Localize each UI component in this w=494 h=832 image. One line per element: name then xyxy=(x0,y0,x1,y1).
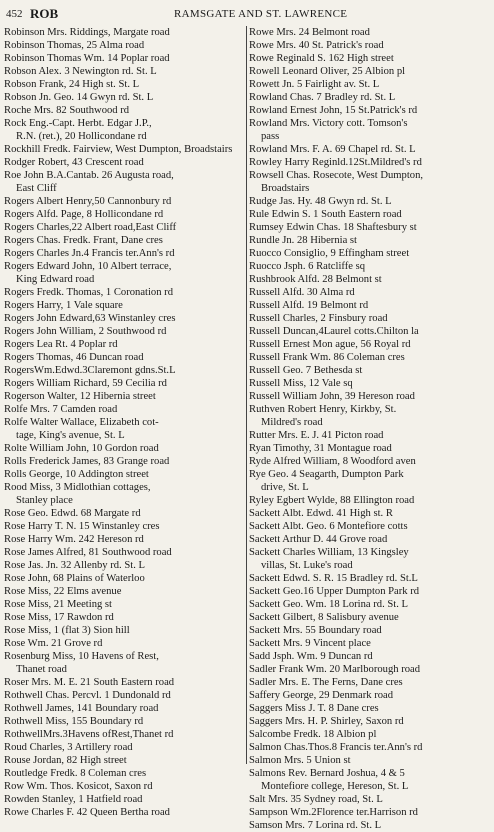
directory-entry-line: Rose John, 68 Plains of Waterloo xyxy=(4,573,145,584)
directory-entry-line: East Cliff xyxy=(16,183,57,194)
directory-entry-line: villas, St. Luke's road xyxy=(261,560,353,571)
directory-entry-line: Sackett Edwd. S. R. 15 Bradley rd. St.L xyxy=(249,573,418,584)
directory-entry-line: Rose Miss, 17 Rawdon rd xyxy=(4,612,114,623)
directory-entry-line: Russell William John, 39 Hereson road xyxy=(249,391,415,402)
directory-entry-line: Sackett Geo.16 Upper Dumpton Park rd xyxy=(249,586,420,597)
directory-entry-line: Rosenburg Miss, 10 Havens of Rest, xyxy=(4,651,159,662)
directory-entry-line: Rogers Albert Henry,50 Cannonbury rd xyxy=(4,196,172,207)
directory-entry-line: Rothwell James, 141 Boundary road xyxy=(4,703,159,714)
directory-entry-line: Rolls Frederick James, 83 Grange road xyxy=(4,456,170,467)
directory-entry-line: Russell Frank Wm. 86 Coleman cres xyxy=(249,352,405,363)
directory-entry-line: Rood Miss, 3 Midlothian cottages, xyxy=(4,482,151,493)
directory-entry-line: Rowe Charles F. 42 Queen Bertha road xyxy=(4,807,170,818)
directory-entry-line: Rumsey Edwin Chas. 18 Shaftesbury st xyxy=(249,222,417,233)
directory-entry-line: Rothwell Chas. Percvl. 1 Dundonald rd xyxy=(4,690,171,701)
directory-entry-line: Rose Jas. Jn. 32 Allenby rd. St. L xyxy=(4,560,145,571)
directory-entry-line: Rose Miss, 22 Elms avenue xyxy=(4,586,122,597)
directory-entry-line: Sackett Mrs. 55 Boundary road xyxy=(249,625,382,636)
directory-entry-line: Rowland Mrs. Victory cott. Tomson's xyxy=(249,118,408,129)
directory-entry-line: Rowe Mrs. 24 Belmont road xyxy=(249,27,370,38)
directory-entry-line: Russell Alfd. 30 Alma rd xyxy=(249,287,355,298)
directory-entry-line: Rose James Alfred, 81 Southwood road xyxy=(4,547,172,558)
directory-entry-line: Rogers John William, 2 Southwood rd xyxy=(4,326,167,337)
directory-entry-line: Robinson Thomas, 25 Alma road xyxy=(4,40,145,51)
left-column xyxy=(4,26,245,818)
directory-entry-line: Sampson Wm.2Florence ter.Harrison rd xyxy=(249,807,418,818)
directory-entry-line: Rogers Thomas, 46 Duncan road xyxy=(4,352,144,363)
directory-entry-line: Saffery George, 29 Denmark road xyxy=(249,690,394,701)
directory-entry-line: Rogers Harry, 1 Vale square xyxy=(4,300,123,311)
directory-entry-line: Sadd Jsph. Wm. 9 Duncan rd xyxy=(249,651,373,662)
directory-entry-line: Rowland Mrs. F. A. 69 Chapel rd. St. L xyxy=(249,144,416,155)
directory-entry-line: Rose Harry Wm. 242 Hereson rd xyxy=(4,534,144,545)
directory-entry-line: Saggers Miss J. T. 8 Dane cres xyxy=(249,703,379,714)
directory-entry-line: Rodger Robert, 43 Crescent road xyxy=(4,157,144,168)
directory-entry-line: Russell Miss, 12 Vale sq xyxy=(249,378,353,389)
directory-entry-line: Robson Alex. 3 Newington rd. St. L xyxy=(4,66,157,77)
directory-entry-line: Rundle Jn. 28 Hibernia st xyxy=(249,235,357,246)
directory-entry-line: Rushbrook Alfd. 28 Belmont st xyxy=(249,274,382,285)
directory-entry-line: Stanley place xyxy=(16,495,73,506)
directory-entry-line: Sackett Gilbert, 8 Salisbury avenue xyxy=(249,612,399,623)
directory-entry-line: Rogers Chas. Fredk. Frant, Dane cres xyxy=(4,235,163,246)
directory-entry-line: Rolls George, 10 Addington street xyxy=(4,469,149,480)
directory-entry-line: Rose Miss, 21 Meeting st xyxy=(4,599,113,610)
directory-entry-line: Rowsell Chas. Rosecote, West Dumpton, xyxy=(249,170,424,181)
directory-entry-line: Rose Miss, 1 (flat 3) Sion hill xyxy=(4,625,130,636)
directory-entry-line: Ruocco Consiglio, 9 Effingham street xyxy=(249,248,410,259)
directory-entry-line: Rudge Jas. Hy. 48 Gwyn rd. St. L xyxy=(249,196,392,207)
directory-entry-line: Salt Mrs. 35 Sydney road, St. L xyxy=(249,794,383,805)
directory-entry-line: Rolte William John, 10 Gordon road xyxy=(4,443,159,454)
directory-entry-line: Ryde Alfred William, 8 Woodford aven xyxy=(249,456,416,467)
page-number: 452 xyxy=(6,8,23,20)
directory-entry-line: Samson Mrs. 7 Lorina rd. St. L xyxy=(249,820,382,831)
directory-entry-line: Robinson Thomas Wm. 14 Poplar road xyxy=(4,53,170,64)
directory-entry-line: Rose Wm. 21 Grove rd xyxy=(4,638,103,649)
directory-entry-line: Montefiore college, Hereson, St. L xyxy=(261,781,409,792)
directory-entry-line: Rogers Charles Jn.4 Francis ter.Ann's rd xyxy=(4,248,175,259)
directory-entry-line: Russell Geo. 7 Bethesda st xyxy=(249,365,363,376)
directory-entry-line: Robinson Mrs. Riddings, Margate road xyxy=(4,27,170,38)
directory-entry-line: Rogers Lea Rt. 4 Poplar rd xyxy=(4,339,118,350)
directory-entry-line: Rose Geo. Edwd. 68 Margate rd xyxy=(4,508,141,519)
directory-entry-line: Rowland Ernest John, 15 St.Patrick's rd xyxy=(249,105,418,116)
directory-entry-line: Sackett Geo. Wm. 18 Lorina rd. St. L xyxy=(249,599,408,610)
directory-entry-line: Rogers Alfd. Page, 8 Hollicondane rd xyxy=(4,209,164,220)
directory-entry-line: pass xyxy=(261,131,280,142)
directory-entry-line: RogersWm.Edwd.3Claremont gdns.St.L xyxy=(4,365,176,376)
directory-entry-line: Saggers Mrs. H. P. Shirley, Saxon rd xyxy=(249,716,404,727)
directory-entry-line: Sackett Charles William, 13 Kingsley xyxy=(249,547,409,558)
directory-entry-line: Russell Alfd. 19 Belmont rd xyxy=(249,300,369,311)
directory-entry-line: Sackett Albt. Geo. 6 Montefiore cotts xyxy=(249,521,408,532)
directory-entry-line: drive, St. L xyxy=(261,482,309,493)
right-column xyxy=(249,26,492,831)
directory-entry-line: Rose Harry T. N. 15 Winstanley cres xyxy=(4,521,160,532)
directory-entry-line: Robson Frank, 24 High st. St. L xyxy=(4,79,140,90)
directory-entry-line: Ruthven Robert Henry, Kirkby, St. xyxy=(249,404,397,415)
directory-entry-line: Ryan Timothy, 31 Montague road xyxy=(249,443,392,454)
directory-entry-line: Sackett Albt. Edwd. 41 High st. R xyxy=(249,508,393,519)
directory-entry-line: Mildred's road xyxy=(261,417,323,428)
directory-entry-line: Rowden Stanley, 1 Hatfield road xyxy=(4,794,143,805)
directory-entry-line: Rye Geo. 4 Seagarth, Dumpton Park xyxy=(249,469,404,480)
directory-entry-line: Roud Charles, 3 Artillery road xyxy=(4,742,133,753)
directory-entry-line: Rowley Harry Reginld.12St.Mildred's rd xyxy=(249,157,422,168)
directory-entry-line: RothwellMrs.3Havens ofRest,Thanet rd xyxy=(4,729,174,740)
directory-entry-line: Rule Edwin S. 1 South Eastern road xyxy=(249,209,402,220)
directory-entry-line: Rolfe Mrs. 7 Camden road xyxy=(4,404,118,415)
directory-entry-line: tage, King's avenue, St. L xyxy=(16,430,125,441)
directory-entry-line: Russell Charles, 2 Finsbury road xyxy=(249,313,388,324)
directory-entry-line: Rogers Fredk. Thomas, 1 Coronation rd xyxy=(4,287,173,298)
directory-entry-line: Sackett Mrs. 9 Vincent place xyxy=(249,638,371,649)
directory-entry-line: Sadler Mrs. E. The Ferns, Dane cres xyxy=(249,677,403,688)
directory-entry-line: R.N. (ret.), 20 Hollicondane rd xyxy=(16,131,147,142)
directory-entry-line: Robson Jn. Geo. 14 Gwyn rd. St. L xyxy=(4,92,154,103)
directory-entry-line: Russell Duncan,4Laurel cotts.Chilton la xyxy=(249,326,419,337)
directory-entry-line: Salcombe Fredk. 18 Albion pl xyxy=(249,729,377,740)
directory-entry-line: Roe John B.A.Cantab. 26 Augusta road, xyxy=(4,170,174,181)
directory-entry-line: Rowe Reginald S. 162 High street xyxy=(249,53,394,64)
directory-entry-line: Rutter Mrs. E. J. 41 Picton road xyxy=(249,430,384,441)
directory-entry-line: Rowell Leonard Oliver, 25 Albion pl xyxy=(249,66,406,77)
directory-entry-line: Ruocco Jsph. 6 Ratcliffe sq xyxy=(249,261,366,272)
directory-entry-line: Russell Ernest Mon ague, 56 Royal rd xyxy=(249,339,411,350)
directory-entry-line: Rolfe Walter Wallace, Elizabeth cot- xyxy=(4,417,159,428)
directory-entry-line: Salmon Chas.Thos.8 Francis ter.Ann's rd xyxy=(249,742,423,753)
directory-entry-line: Roche Mrs. 82 Southwood rd xyxy=(4,105,130,116)
page-header xyxy=(4,4,490,24)
directory-entry-line: Rowland Chas. 7 Bradley rd. St. L xyxy=(249,92,396,103)
district-heading: RAMSGATE AND ST. LAWRENCE xyxy=(174,8,348,20)
directory-entry-line: Rock Eng.-Capt. Herbt. Edgar J.P., xyxy=(4,118,152,129)
directory-entry-line: Rogers Edward John, 10 Albert terrace, xyxy=(4,261,172,272)
directory-entry-line: Rowe Mrs. 40 St. Patrick's road xyxy=(249,40,384,51)
directory-entry-line: Sadler Frank Wm. 20 Marlborough road xyxy=(249,664,421,675)
directory-entry-line: Thanet road xyxy=(16,664,67,675)
directory-entry-line: Rogerson Walter, 12 Hibernia street xyxy=(4,391,156,402)
directory-entry-line: Sackett Arthur D. 44 Grove road xyxy=(249,534,388,545)
directory-entry-line: Row Wm. Thos. Kosicot, Saxon rd xyxy=(4,781,153,792)
directory-entry-line: Rowett Jn. 5 Fairlight av. St. L xyxy=(249,79,380,90)
directory-entry-line: Rogers Charles,22 Albert road,East Cliff xyxy=(4,222,177,233)
directory-entry-line: Salmons Rev. Bernard Joshua, 4 & 5 xyxy=(249,768,405,779)
directory-entry-line: Rogers John Edward,63 Winstanley cres xyxy=(4,313,176,324)
catchword: ROB xyxy=(30,6,59,21)
directory-entry-line: Rockhill Fredk. Fairview, West Dumpton, Broadstairs xyxy=(4,144,233,155)
directory-entry-line: King Edward road xyxy=(16,274,95,285)
directory-entry-line: Rouse Jordan, 82 High street xyxy=(4,755,127,766)
directory-entry-line: Roser Mrs. M. E. 21 South Eastern road xyxy=(4,677,175,688)
directory-entry-line: Salmon Mrs. 5 Union st xyxy=(249,755,351,766)
directory-entry-line: Broadstairs xyxy=(261,183,310,194)
directory-entry-line: Rothwell Miss, 155 Boundary rd xyxy=(4,716,144,727)
directory-entry-line: Rogers William Richard, 59 Cecilia rd xyxy=(4,378,167,389)
column-divider xyxy=(246,26,247,764)
directory-entry-line: Ryley Egbert Wylde, 88 Ellington road xyxy=(249,495,415,506)
directory-entry-line: Routledge Fredk. 8 Coleman cres xyxy=(4,768,147,779)
